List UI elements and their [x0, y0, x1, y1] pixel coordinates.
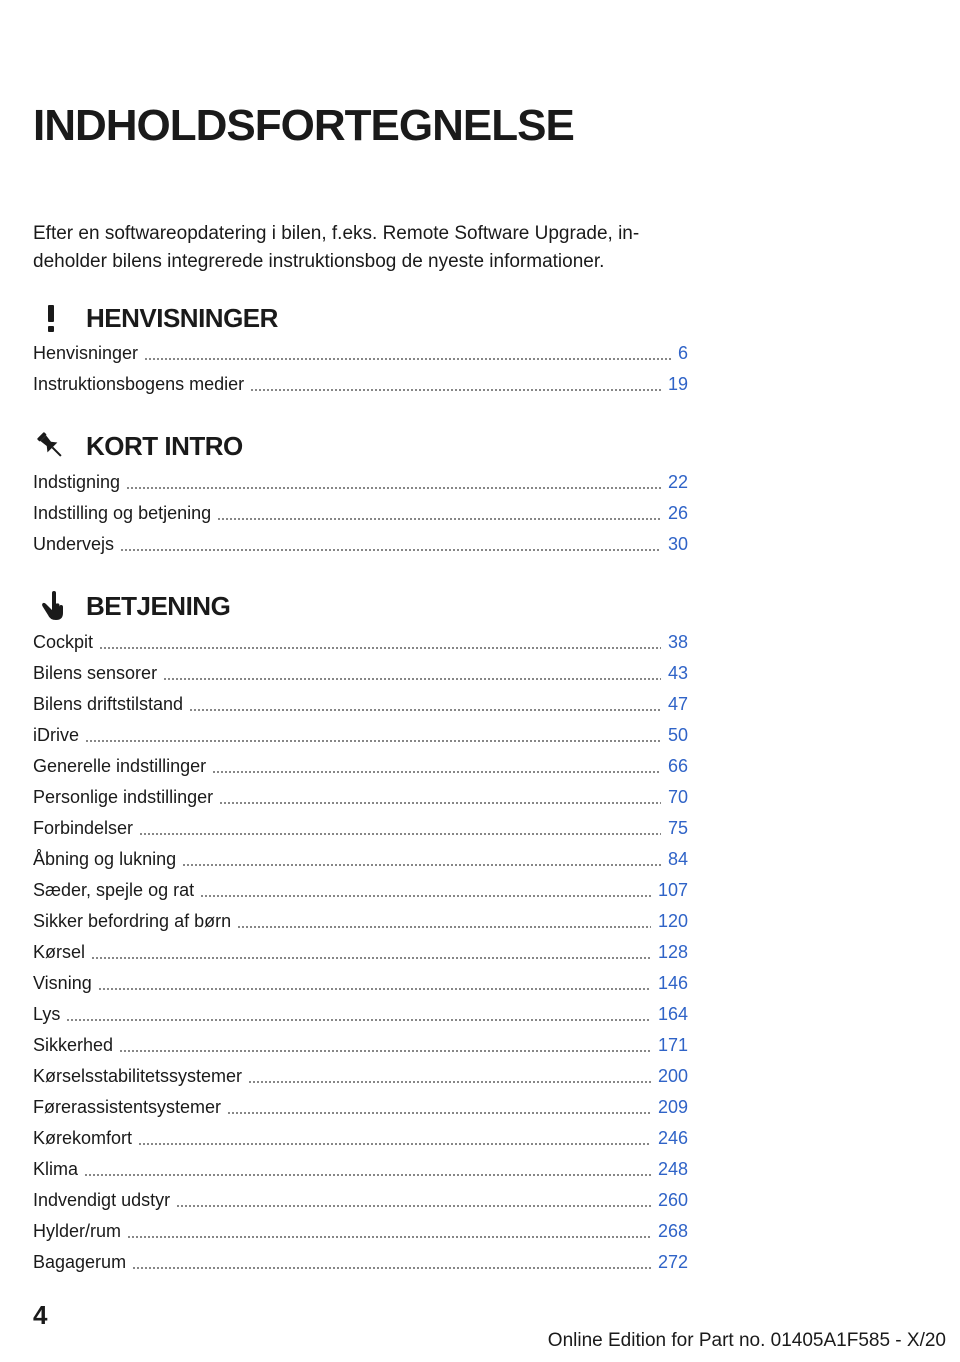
dot-leader: [217, 518, 661, 520]
section-title: BETJENING: [86, 590, 231, 621]
exclamation-icon: [33, 300, 69, 336]
toc-entry[interactable]: [33, 1061, 688, 1092]
section-header-betjening: [33, 588, 230, 624]
dot-leader: [163, 678, 661, 680]
toc-page-link[interactable]: 171: [657, 1035, 688, 1055]
dot-leader: [99, 647, 661, 649]
toc-entry-label: Indstigning: [33, 472, 121, 492]
toc-entry[interactable]: [33, 1154, 688, 1185]
toc-entry-label: Bagagerum: [33, 1252, 127, 1272]
pin-icon: [33, 428, 69, 464]
toc-page-link[interactable]: 50: [667, 725, 688, 745]
section-header-kort-intro: [33, 428, 243, 464]
intro-paragraph: [33, 220, 683, 276]
toc-page-link[interactable]: 200: [657, 1066, 688, 1086]
toc-entry[interactable]: [33, 720, 688, 751]
toc-entry[interactable]: [33, 813, 688, 844]
toc-entry[interactable]: [33, 1185, 688, 1216]
toc-page-link[interactable]: 209: [657, 1097, 688, 1117]
toc-entry-label: Bilens driftstilstand: [33, 694, 184, 714]
toc-entry[interactable]: [33, 498, 688, 529]
toc-entry-label: Generelle indstillinger: [33, 756, 207, 776]
dot-leader: [91, 957, 651, 959]
dot-leader: [132, 1267, 651, 1269]
toc-entry-label: Cockpit: [33, 632, 94, 652]
toc-page-link[interactable]: 248: [657, 1159, 688, 1179]
toc-entry-label: Indstilling og betjening: [33, 503, 212, 523]
toc-entry-label: Personlige indstillinger: [33, 787, 214, 807]
toc-page-link[interactable]: 272: [657, 1252, 688, 1272]
dot-leader: [189, 709, 661, 711]
toc-entry[interactable]: [33, 937, 688, 968]
toc-page-link[interactable]: 107: [657, 880, 688, 900]
toc-list-kort-intro: [33, 467, 688, 560]
toc-page-link[interactable]: 246: [657, 1128, 688, 1148]
dot-leader: [120, 549, 661, 551]
section-title: KORT INTRO: [86, 430, 243, 461]
toc-entry[interactable]: [33, 338, 688, 369]
toc-page-link[interactable]: 260: [657, 1190, 688, 1210]
toc-page-link[interactable]: 128: [657, 942, 688, 962]
toc-entry[interactable]: [33, 1092, 688, 1123]
toc-page-link[interactable]: 70: [667, 787, 688, 807]
toc-list-henvisninger: [33, 338, 688, 400]
dot-leader: [237, 926, 651, 928]
toc-page-link[interactable]: 43: [667, 663, 688, 683]
dot-leader: [182, 864, 661, 866]
toc-entry-label: Visning: [33, 973, 92, 993]
toc-entry[interactable]: [33, 844, 688, 875]
toc-page-link[interactable]: 26: [667, 503, 688, 523]
toc-page-link[interactable]: 120: [657, 911, 688, 931]
toc-entry-label: Kørselsstabilitetssystemer: [33, 1066, 243, 1086]
toc-entry-label: Førerassistentsystemer: [33, 1097, 222, 1117]
intro-line: deholder bilens integrerede instruktionsbog de nyeste informationer.: [33, 251, 605, 272]
toc-entry[interactable]: [33, 627, 688, 658]
toc-entry[interactable]: [33, 1030, 688, 1061]
toc-entry-label: Sæder, spejle og rat: [33, 880, 195, 900]
dot-leader: [66, 1019, 651, 1021]
dot-leader: [176, 1205, 651, 1207]
toc-page-link[interactable]: 164: [657, 1004, 688, 1024]
toc-page-link[interactable]: 75: [667, 818, 688, 838]
toc-entry[interactable]: [33, 906, 688, 937]
toc-entry[interactable]: [33, 751, 688, 782]
toc-entry-label: Sikker befordring af børn: [33, 911, 232, 931]
toc-entry[interactable]: [33, 1247, 688, 1278]
dot-leader: [212, 771, 661, 773]
dot-leader: [119, 1050, 651, 1052]
toc-entry-label: Indvendigt udstyr: [33, 1190, 171, 1210]
toc-entry-label: Henvisninger: [33, 343, 139, 363]
dot-leader: [138, 1143, 651, 1145]
toc-page-link[interactable]: 38: [667, 632, 688, 652]
dot-leader: [200, 895, 651, 897]
dot-leader: [219, 802, 661, 804]
toc-entry[interactable]: [33, 689, 688, 720]
toc-entry-label: Sikkerhed: [33, 1035, 114, 1055]
dot-leader: [250, 389, 661, 391]
toc-entry-label: Klima: [33, 1159, 79, 1179]
toc-entry[interactable]: [33, 529, 688, 560]
dot-leader: [127, 1236, 651, 1238]
section-header-henvisninger: [33, 300, 278, 336]
toc-entry[interactable]: [33, 999, 688, 1030]
toc-page-link[interactable]: 19: [667, 374, 688, 394]
toc-entry-label: Instruktionsbogens medier: [33, 374, 245, 394]
dot-leader: [126, 487, 661, 489]
dot-leader: [84, 1174, 651, 1176]
page-number: 4: [33, 1300, 48, 1330]
toc-entry-label: Forbindelser: [33, 818, 134, 838]
footer-edition-text: Online Edition for Part no. 01405A1F585 - X/20: [547, 1330, 946, 1351]
toc-entry-label: Undervejs: [33, 534, 115, 554]
dot-leader: [248, 1081, 651, 1083]
dot-leader: [85, 740, 661, 742]
page-title: INDHOLDSFORTEGNELSE: [33, 101, 574, 150]
toc-page-link[interactable]: 84: [667, 849, 688, 869]
intro-line: Efter en softwareopdatering i bilen, f.eks. Remote Software Upgrade, in-: [33, 223, 640, 244]
toc-entry[interactable]: [33, 658, 688, 689]
toc-page-link[interactable]: 30: [667, 534, 688, 554]
toc-page-link[interactable]: 6: [677, 343, 688, 363]
dot-leader: [227, 1112, 651, 1114]
toc-entry[interactable]: [33, 1123, 688, 1154]
toc-page-link[interactable]: 268: [657, 1221, 688, 1241]
toc-entry[interactable]: [33, 369, 688, 400]
toc-page-link[interactable]: 146: [657, 973, 688, 993]
toc-entry-label: Hylder/rum: [33, 1221, 122, 1241]
dot-leader: [139, 833, 661, 835]
toc-page-link[interactable]: 22: [667, 472, 688, 492]
section-title: HENVISNINGER: [86, 302, 278, 333]
hand-pointer-icon: [33, 588, 69, 624]
toc-entry-label: Kørsel: [33, 942, 86, 962]
toc-entry[interactable]: [33, 875, 688, 906]
toc-list-betjening: [33, 627, 688, 1278]
toc-entry-label: Lys: [33, 1004, 61, 1024]
toc-page-link[interactable]: 66: [667, 756, 688, 776]
toc-entry[interactable]: [33, 782, 688, 813]
toc-entry-label: Kørekomfort: [33, 1128, 133, 1148]
toc-entry-label: iDrive: [33, 725, 80, 745]
dot-leader: [98, 988, 651, 990]
toc-entry[interactable]: [33, 968, 688, 999]
toc-entry[interactable]: [33, 1216, 688, 1247]
dot-leader: [144, 358, 671, 360]
toc-entry-label: Åbning og lukning: [33, 849, 177, 869]
toc-entry[interactable]: [33, 467, 688, 498]
toc-entry-label: Bilens sensorer: [33, 663, 158, 683]
toc-page-link[interactable]: 47: [667, 694, 688, 714]
